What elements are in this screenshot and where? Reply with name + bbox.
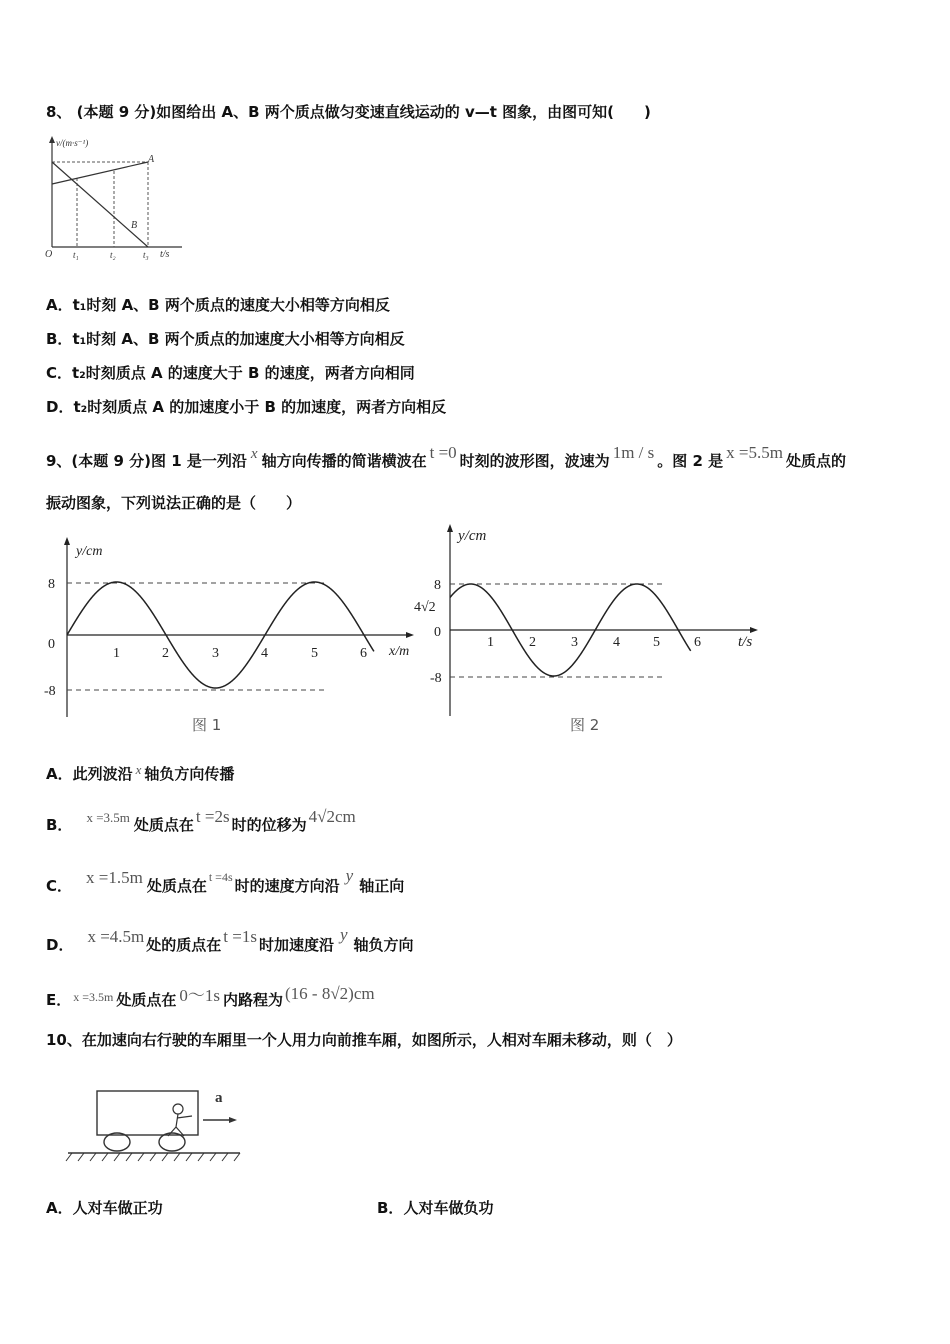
fig2-xtick-2: 2 <box>529 635 536 650</box>
q9-option-e[interactable] <box>46 984 377 1010</box>
cart-body <box>97 1091 198 1135</box>
fig1-ylabel: y/cm <box>76 544 103 559</box>
q8-tick-t3: t₃ <box>143 250 149 260</box>
option-text: t₁时刻 A、B 两个质点的速度大小相等方向相反 <box>72 296 390 314</box>
option-key: B． <box>46 816 73 834</box>
q8-graph-xlabel: t/s <box>160 249 170 260</box>
option-math: 0～1s <box>179 986 220 1005</box>
q9-position: x =5.5m <box>726 443 783 462</box>
option-text: 处质点在 <box>133 816 194 834</box>
q9-option-c[interactable] <box>46 866 404 896</box>
fig1-ytick-0: 0 <box>48 637 55 652</box>
option-math: 4√2cm <box>308 807 356 826</box>
fig2-ytick-8: 8 <box>434 578 441 593</box>
option-math: (16 - 8√2)cm <box>285 984 375 1003</box>
option-text: 时加速度沿 <box>258 936 334 954</box>
fig2-ytick-0: 0 <box>434 625 441 640</box>
q9-option-b[interactable] <box>46 807 358 835</box>
q9-stem-line2: 振动图象，下列说法正确的是（ ） <box>46 494 302 512</box>
q8-line-b-label: B <box>131 220 138 231</box>
q9-figure-2-vibration <box>410 520 770 720</box>
q9-t0: t =0 <box>429 443 457 462</box>
accel-label: a <box>215 1090 223 1106</box>
q9-option-d[interactable] <box>46 925 414 955</box>
q8-tick-t2: t₂ <box>110 250 116 260</box>
q8-stem: 8、 (本题 9 分)如图给出 A、B 两个质点做匀变速直线运动的 v—t 图象，由图可知( ) <box>46 103 651 121</box>
q9-stem-part: 。图 2 是 <box>657 452 724 470</box>
q10-option-a[interactable] <box>46 1198 163 1218</box>
q8-graph-ylabel: v/(m·s⁻¹) <box>56 138 89 148</box>
fig1-xtick-3: 3 <box>212 646 219 661</box>
option-text: 此列波沿 <box>72 765 133 783</box>
option-math: t =4s <box>208 870 233 884</box>
q9-stem <box>46 443 846 471</box>
option-math: y <box>339 925 348 944</box>
fig1-caption: 图 1 <box>192 716 222 734</box>
option-math: x =3.5m <box>73 990 114 1004</box>
q9-option-a[interactable] <box>46 760 234 784</box>
q9-figure-1-wave <box>36 535 416 735</box>
q8-option-c[interactable] <box>46 363 415 383</box>
fig2-ytick-4root2: 4√2 <box>414 600 436 615</box>
q9-stem-part: 处质点的 <box>785 452 846 470</box>
option-text: t₂时刻质点 A 的加速度小于 B 的加速度，两者方向相反 <box>73 398 447 416</box>
fig2-xtick-5: 5 <box>653 635 660 650</box>
fig1-xtick-2: 2 <box>162 646 169 661</box>
q8-line-b <box>52 162 148 247</box>
option-key: D． <box>46 936 74 954</box>
q9-var-x: x <box>250 446 258 462</box>
option-key: B． <box>46 330 73 348</box>
fig1-ytick-neg8: -8 <box>44 684 56 699</box>
q9-speed: 1m / s <box>612 443 655 462</box>
fig2-xtick-4: 4 <box>613 635 620 650</box>
fig2-ylabel: y/cm <box>458 528 487 544</box>
q10-option-b[interactable] <box>377 1198 493 1218</box>
option-text: t₁时刻 A、B 两个质点的加速度大小相等方向相反 <box>72 330 405 348</box>
q9-stem-part: 9、(本题 9 分)图 1 是一列沿 <box>46 452 247 470</box>
fig2-xtick-3: 3 <box>571 635 578 650</box>
option-math: y <box>345 866 354 885</box>
option-text: 内路程为 <box>223 991 284 1009</box>
q10-cart-figure <box>64 1080 254 1170</box>
option-text: 处质点在 <box>116 991 177 1009</box>
option-key: D． <box>46 398 74 416</box>
fig1-ytick-8: 8 <box>48 577 55 592</box>
option-text: 轴正向 <box>359 877 405 895</box>
option-key: C． <box>46 877 73 895</box>
option-key: A． <box>46 765 73 783</box>
fig2-xtick-1: 1 <box>487 635 494 650</box>
fig1-xtick-4: 4 <box>261 646 268 661</box>
q9-stem-part: 时刻的波形图，波速为 <box>459 452 610 470</box>
fig1-xtick-5: 5 <box>311 646 318 661</box>
person-head <box>173 1104 183 1114</box>
q8-line-a <box>52 162 148 184</box>
option-key: B． <box>377 1199 404 1217</box>
fig2-ytick-neg8: -8 <box>430 671 442 686</box>
q8-graph-origin: O <box>45 249 53 260</box>
fig2-xlabel: t/s <box>738 634 753 650</box>
fig1-xtick-1: 1 <box>113 646 120 661</box>
option-text: 时的位移为 <box>231 816 307 834</box>
option-text: 轴负方向 <box>353 936 414 954</box>
option-math: t =2s <box>195 807 230 826</box>
option-text: 处的质点在 <box>146 936 222 954</box>
option-math: x =4.5m <box>87 927 145 946</box>
fig2-caption: 图 2 <box>570 716 600 734</box>
option-math: x =3.5m <box>86 810 130 825</box>
q9-stem-part: 轴方向传播的简谐横波在 <box>261 452 427 470</box>
fig1-xlabel: x/m <box>389 644 410 659</box>
q8-option-b[interactable] <box>46 329 405 349</box>
option-key: A． <box>46 296 73 314</box>
q8-option-a[interactable] <box>46 295 390 315</box>
q8-tick-t1: t₁ <box>73 250 79 260</box>
option-math: t =1s <box>223 927 257 946</box>
option-key: E． <box>46 991 72 1009</box>
option-key: A． <box>46 1199 73 1217</box>
option-math: x <box>135 762 142 777</box>
option-text: 轴负方向传播 <box>144 765 235 783</box>
q8-vt-graph <box>42 134 192 264</box>
fig2-xtick-6: 6 <box>694 635 701 650</box>
q8-line-a-label: A <box>148 154 155 165</box>
q10-stem: 10、在加速向右行驶的车厢里一个人用力向前推车厢，如图所示，人相对车厢未移动，则（ ） <box>46 1031 682 1049</box>
option-text: 处质点在 <box>146 877 207 895</box>
option-math: x =1.5m <box>86 868 143 887</box>
fig1-xtick-6: 6 <box>360 646 367 661</box>
option-text: 人对车做负功 <box>403 1199 494 1217</box>
option-text: 人对车做正功 <box>72 1199 163 1217</box>
option-key: C． <box>46 364 73 382</box>
q8-option-d[interactable] <box>46 397 446 417</box>
option-text: 时的速度方向沿 <box>234 877 340 895</box>
option-text: t₂时刻质点 A 的速度大于 B 的速度，两者方向相同 <box>72 364 415 382</box>
